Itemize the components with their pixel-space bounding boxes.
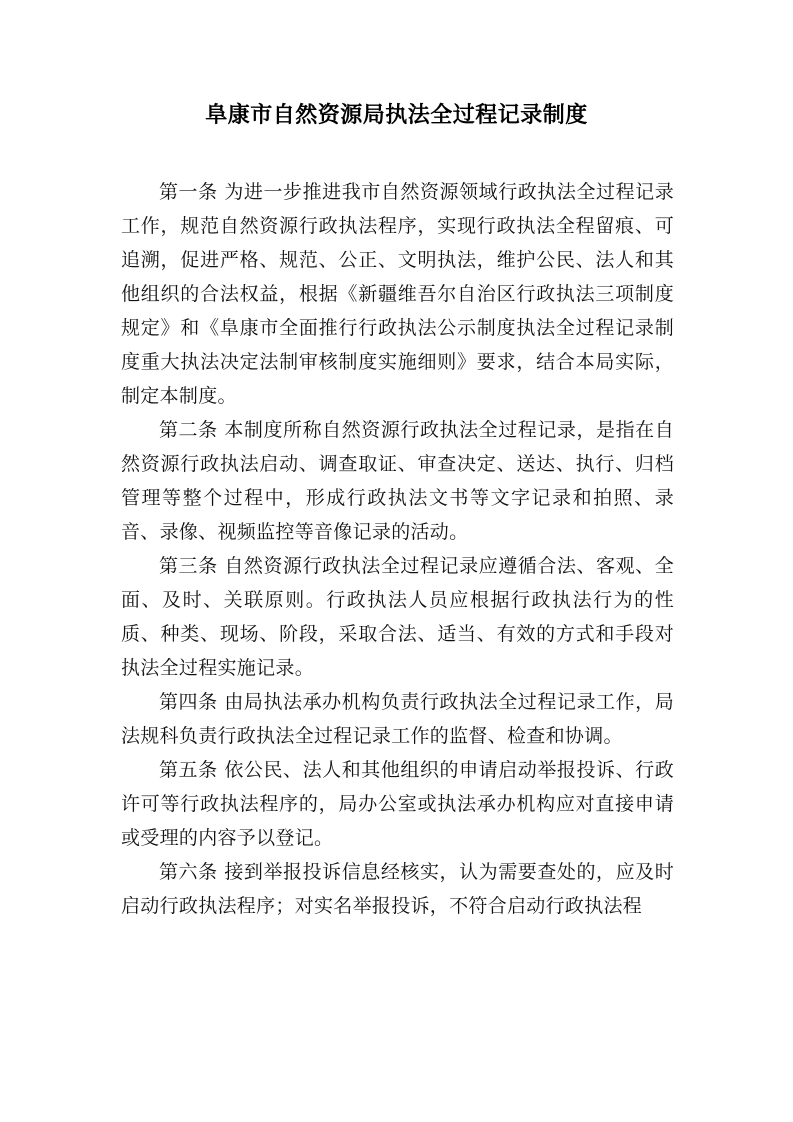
- article-number: 第四条: [159, 691, 218, 713]
- article-5: [121, 753, 674, 855]
- article-number: 第一条: [159, 181, 218, 203]
- article-4: [121, 685, 674, 753]
- article-1: [121, 175, 674, 413]
- article-text: 本制度所称自然资源行政执法全过程记录，是指在自然资源行政执法启动、调查取证、审查决定、送达、执行、归档管理等整个过程中，形成行政执法文书等文字记录和拍照、录音、录像、视频监控等音像记录的活动。: [121, 419, 674, 543]
- article-3: [121, 549, 674, 685]
- article-number: 第六条: [159, 861, 218, 883]
- document-title: 阜康市自然资源局执法全过程记录制度: [205, 103, 588, 128]
- article-text: 依公民、法人和其他组织的申请启动举报投诉、行政许可等行政执法程序的，局办公室或执法承办机构应对直接申请或受理的内容予以登记。: [121, 759, 674, 849]
- document-body: [121, 175, 674, 923]
- article-text: 自然资源行政执法全过程记录应遵循合法、客观、全面、及时、关联原则。行政执法人员应根据行政执法行为的性质、种类、现场、阶段，采取合法、适当、有效的方式和手段对执法全过程实施记录。: [121, 555, 674, 679]
- article-2: [121, 413, 674, 549]
- article-text: 由局执法承办机构负责行政执法全过程记录工作，局法规科负责行政执法全过程记录工作的监督、检查和协调。: [121, 691, 674, 747]
- article-number: 第五条: [159, 759, 218, 781]
- article-number: 第二条: [159, 419, 218, 441]
- article-text: 为进一步推进我市自然资源领域行政执法全过程记录工作，规范自然资源行政执法程序，实现行政执法全程留痕、可追溯，促进严格、规范、公正、文明执法，维护公民、法人和其他组织的合法权益，根据《新疆维吾尔自治区行政执法三项制度规定》和《阜康市全面推行行政执法公示制度执法全过程记录制度重大执法决定法制审核制度实施细则》要求，结合本局实际，制定本制度。: [121, 181, 674, 407]
- article-text: 接到举报投诉信息经核实，认为需要查处的，应及时启动行政执法程序；对实名举报投诉，不符合启动行政执法程: [121, 861, 674, 917]
- article-6: [121, 855, 674, 923]
- article-number: 第三条: [159, 555, 218, 577]
